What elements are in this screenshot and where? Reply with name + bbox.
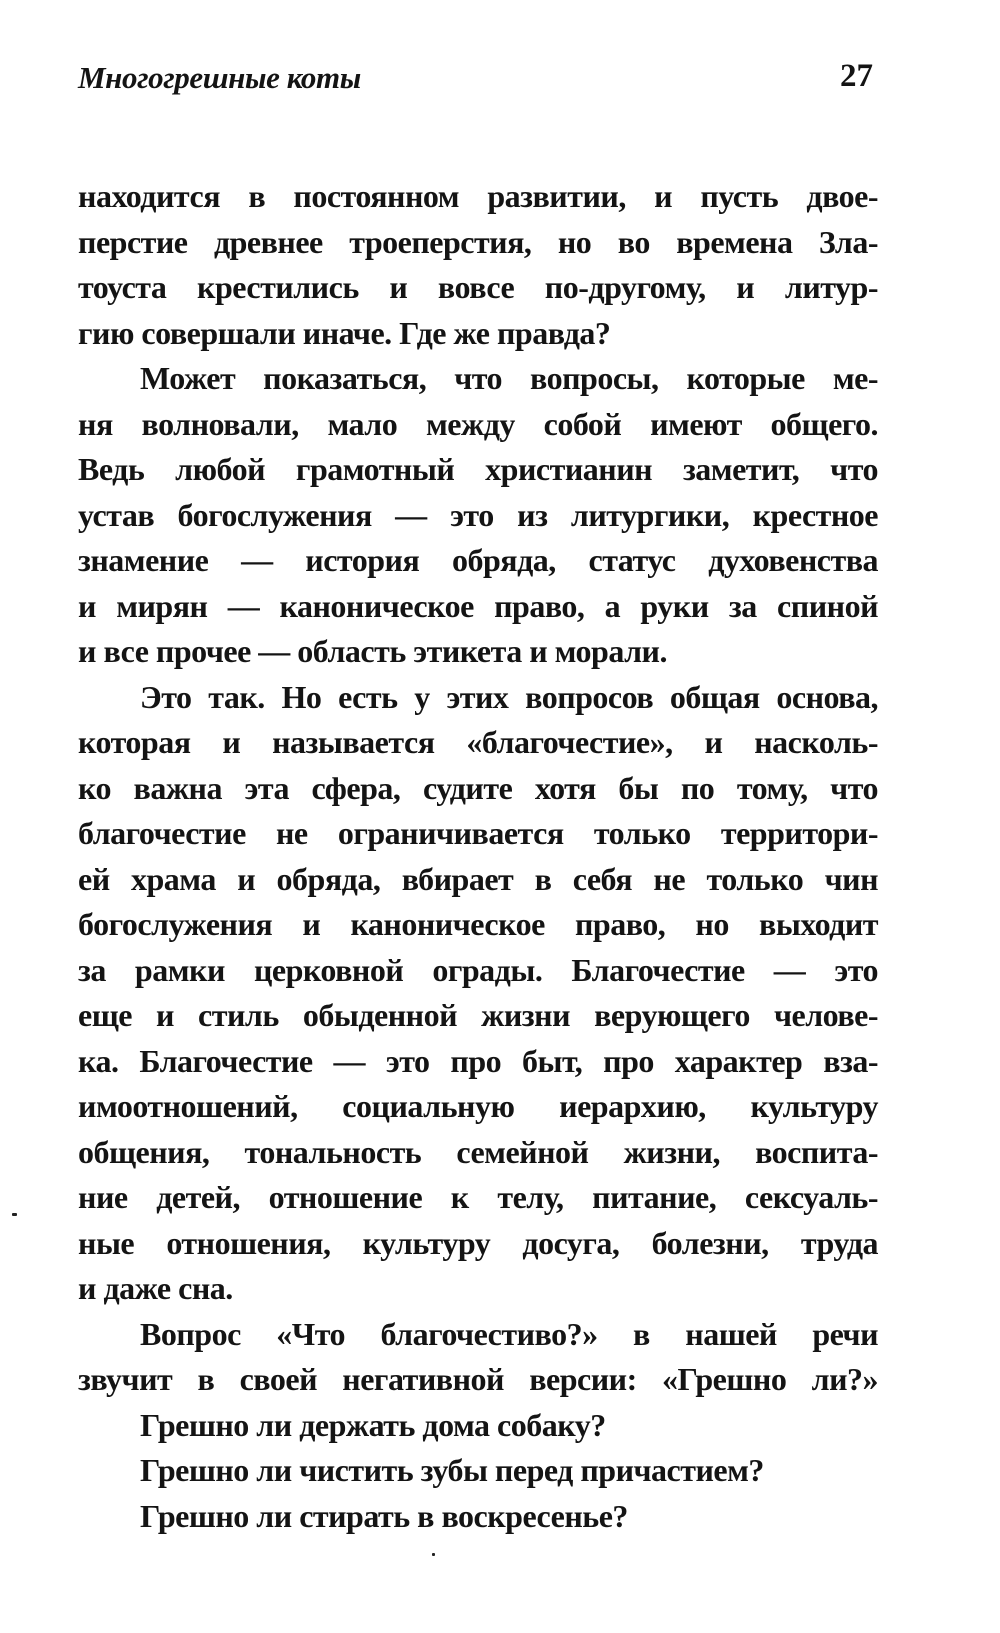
text-line: Грешно ли держать дома собаку? [140, 1406, 606, 1443]
text-line: и мирян — каноническое право, а руки за спиной [78, 587, 878, 624]
running-title: Многогрешные коты [78, 60, 361, 95]
print-speck [432, 1553, 435, 1556]
text-line: и все прочее — область этикета и морали. [78, 633, 667, 669]
paragraph [78, 1312, 878, 1403]
text-line: Грешно ли стирать в воскресенье? [140, 1497, 628, 1534]
paragraph [78, 675, 878, 1312]
text-line: находится в постоянном развитии, и пусть двое- [78, 178, 878, 214]
text-line: Это так. Но есть у этих вопросов общая основа, [140, 678, 878, 715]
text-line: звучит в своей негативной версии: «Грешно ли?» [78, 1361, 878, 1397]
text-line: и даже сна. [78, 1270, 233, 1306]
paragraph [78, 1403, 878, 1449]
text-line: Может показаться, что вопросы, которые ме- [140, 360, 878, 396]
paragraph [78, 1494, 878, 1540]
text-line: еще и стиль обыденной жизни верующего челове- [78, 997, 878, 1033]
text-line: гию совершали иначе. Где же правда? [78, 314, 611, 351]
text-line: перстие древнее троеперстия, но во времена Зла- [78, 223, 878, 260]
text-line: за рамки церковной ограды. Благочестие — это [78, 951, 878, 988]
paragraph [78, 1448, 878, 1494]
running-head [78, 60, 873, 104]
text-line: Грешно ли чистить зубы перед причастием? [140, 1452, 764, 1488]
paragraph [78, 356, 878, 675]
text-line: ей храма и обряда, вбирает в себя не только чин [78, 860, 878, 897]
text-line: тоуста крестились и вовсе по-другому, и литур- [78, 269, 878, 305]
text-line: знамение — история обряда, статус духовенства [78, 542, 878, 578]
text-line: ка. Благочестие — это про быт, про характер вза- [78, 1042, 878, 1079]
text-line: ные отношения, культуру досуга, болезни, труда [78, 1224, 878, 1261]
text-line: Вопрос «Что благочестиво?» в нашей речи [140, 1315, 878, 1352]
page-number: 27 [840, 58, 873, 94]
text-line: Ведь любой грамотный христианин заметит, что [78, 451, 878, 487]
text-line: общения, тональность семейной жизни, воспита- [78, 1133, 878, 1170]
text-line: ние детей, отношение к телу, питание, сексуаль- [78, 1179, 878, 1215]
text-line: ня волновали, мало между собой имеют общего. [78, 405, 878, 442]
text-line: богослужения и каноническое право, но выходит [78, 906, 878, 942]
paragraph [78, 174, 878, 356]
text-line: устав богослужения — это из литургики, крестное [78, 496, 878, 533]
text-line: имоотношений, социальную иерархию, культуру [78, 1088, 878, 1124]
text-line: ко важна эта сфера, судите хотя бы по тому, что [78, 769, 878, 806]
print-speck [12, 1213, 17, 1216]
text-line: которая и называется «благочестие», и насколь- [78, 724, 878, 760]
text-line: благочестие не ограничивается только территори- [78, 815, 878, 851]
body-text [78, 174, 878, 1539]
